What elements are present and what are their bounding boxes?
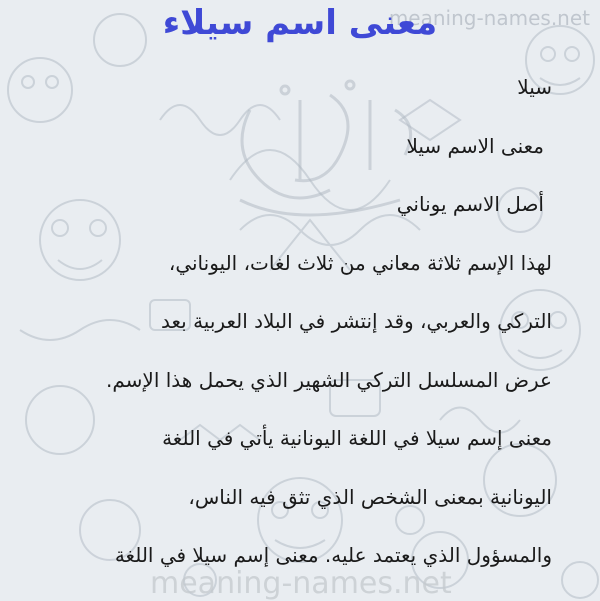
paragraph-line: لهذا الإسم ثلاثة معاني من ثلاث لغات، اليوناني، bbox=[168, 250, 552, 275]
paragraph-line: التركي والعربي، وقد إنتشر في البلاد العربية بعد bbox=[161, 309, 552, 333]
page-title: معنى اسم سيلاء bbox=[162, 3, 438, 43]
watermark-text-bottom: meaning-names.net bbox=[150, 566, 452, 601]
paragraph-line: اليونانية بمعنى الشخص الذي تثق فيه الناس، bbox=[188, 484, 552, 509]
meaning-heading-line: معنى الاسم سيلا bbox=[406, 133, 544, 158]
paragraph-line: عرض المسلسل التركي الشهير الذي يحمل هذا الإسم. bbox=[106, 367, 552, 392]
article-body bbox=[32, 58, 552, 585]
watermark-text-top: meaning-names.net bbox=[388, 6, 590, 30]
origin-line: أصل الاسم يوناني bbox=[396, 192, 544, 216]
name-line: سيلا bbox=[517, 75, 552, 99]
paragraph-line: والمسؤول الذي يعتمد عليه. معنى إسم سيلا في اللغة bbox=[114, 543, 552, 567]
paragraph-line: معنى إسم سيلا في اللغة اليونانية يأتي في اللغة bbox=[162, 426, 552, 450]
